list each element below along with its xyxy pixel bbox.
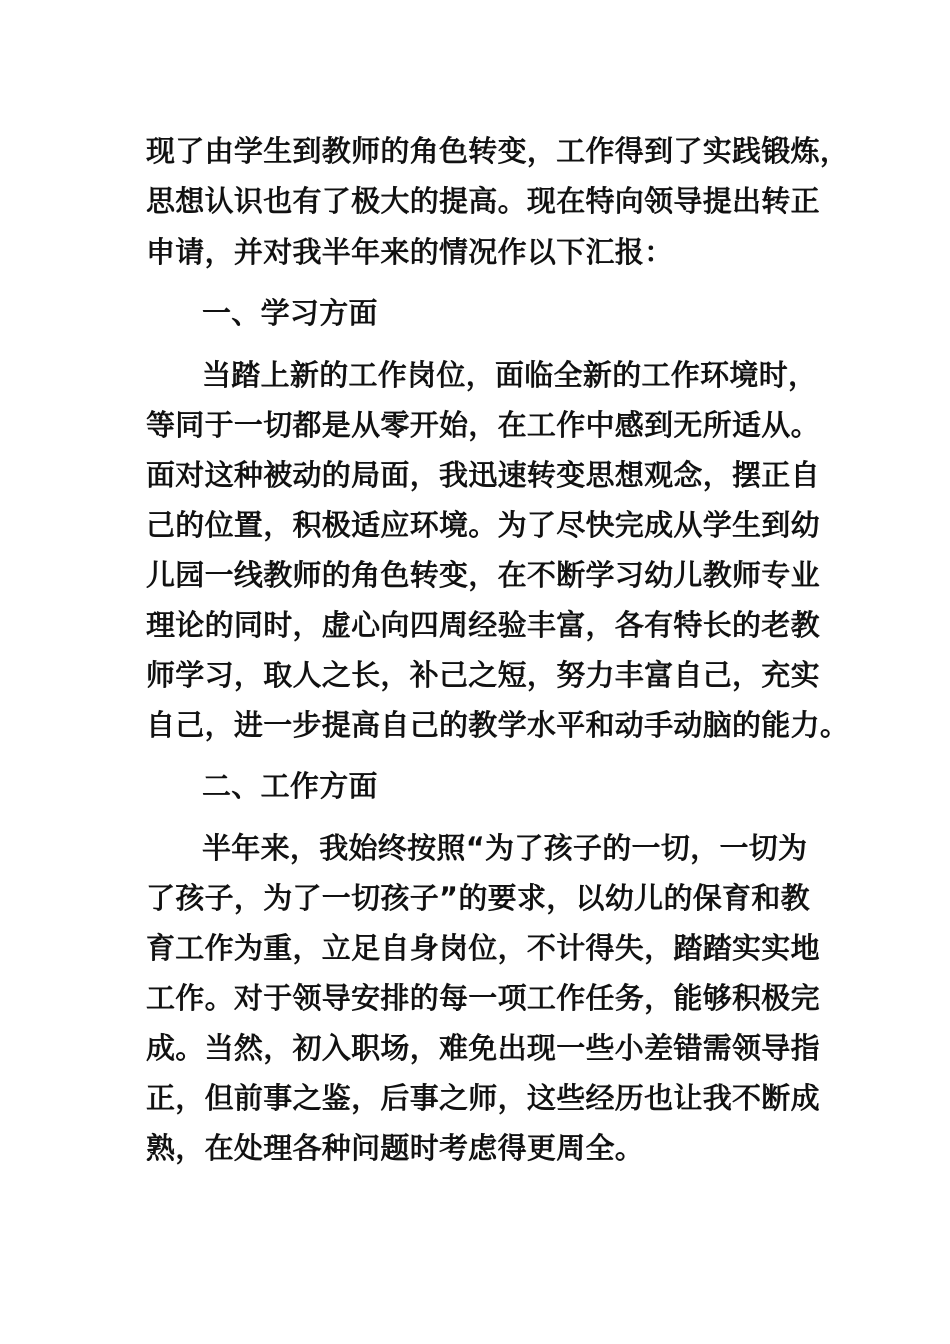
paragraph-line: 现了由学生到教师的角色转变，工作得到了实践锻炼，	[146, 134, 850, 168]
paragraph-line: 等同于一切都是从零开始，在工作中感到无所适从。	[146, 408, 820, 442]
paragraph-line: 正，但前事之鉴，后事之师，这些经历也让我不断成	[146, 1081, 820, 1115]
paragraph-line: 工作。对于领导安排的每一项工作任务，能够积极完	[146, 981, 820, 1015]
paragraph-line: 当踏上新的工作岗位，面临全新的工作环境时，	[202, 358, 818, 392]
paragraph-line: 了孩子，为了一切孩子”的要求，以幼儿的保育和教	[146, 881, 810, 915]
paragraph-line: 思想认识也有了极大的提高。现在特向领导提出转正	[146, 184, 820, 218]
section-heading-study: 一、学习方面	[202, 296, 378, 330]
paragraph-line: 理论的同时，虚心向四周经验丰富，各有特长的老教	[146, 608, 820, 642]
paragraph-line: 儿园一线教师的角色转变，在不断学习幼儿教师专业	[146, 558, 820, 592]
paragraph-line: 熟，在处理各种问题时考虑得更周全。	[146, 1131, 645, 1165]
paragraph-line: 自己，进一步提高自己的教学水平和动手动脑的能力。	[146, 708, 850, 742]
paragraph-line: 成。当然，初入职场，难免出现一些小差错需领导指	[146, 1031, 820, 1065]
paragraph-line: 申请，并对我半年来的情况作以下汇报：	[146, 235, 674, 269]
section-heading-work: 二、工作方面	[202, 769, 378, 803]
paragraph-line: 育工作为重，立足自身岗位，不计得失，踏踏实实地	[146, 931, 820, 965]
paragraph-line: 己的位置，积极适应环境。为了尽快完成从学生到幼	[146, 508, 820, 542]
paragraph-line: 师学习，取人之长，补己之短，努力丰富自己，充实	[146, 658, 820, 692]
paragraph-line: 面对这种被动的局面，我迅速转变思想观念，摆正自	[146, 458, 820, 492]
paragraph-line: 半年来，我始终按照“为了孩子的一切，一切为	[202, 831, 808, 865]
